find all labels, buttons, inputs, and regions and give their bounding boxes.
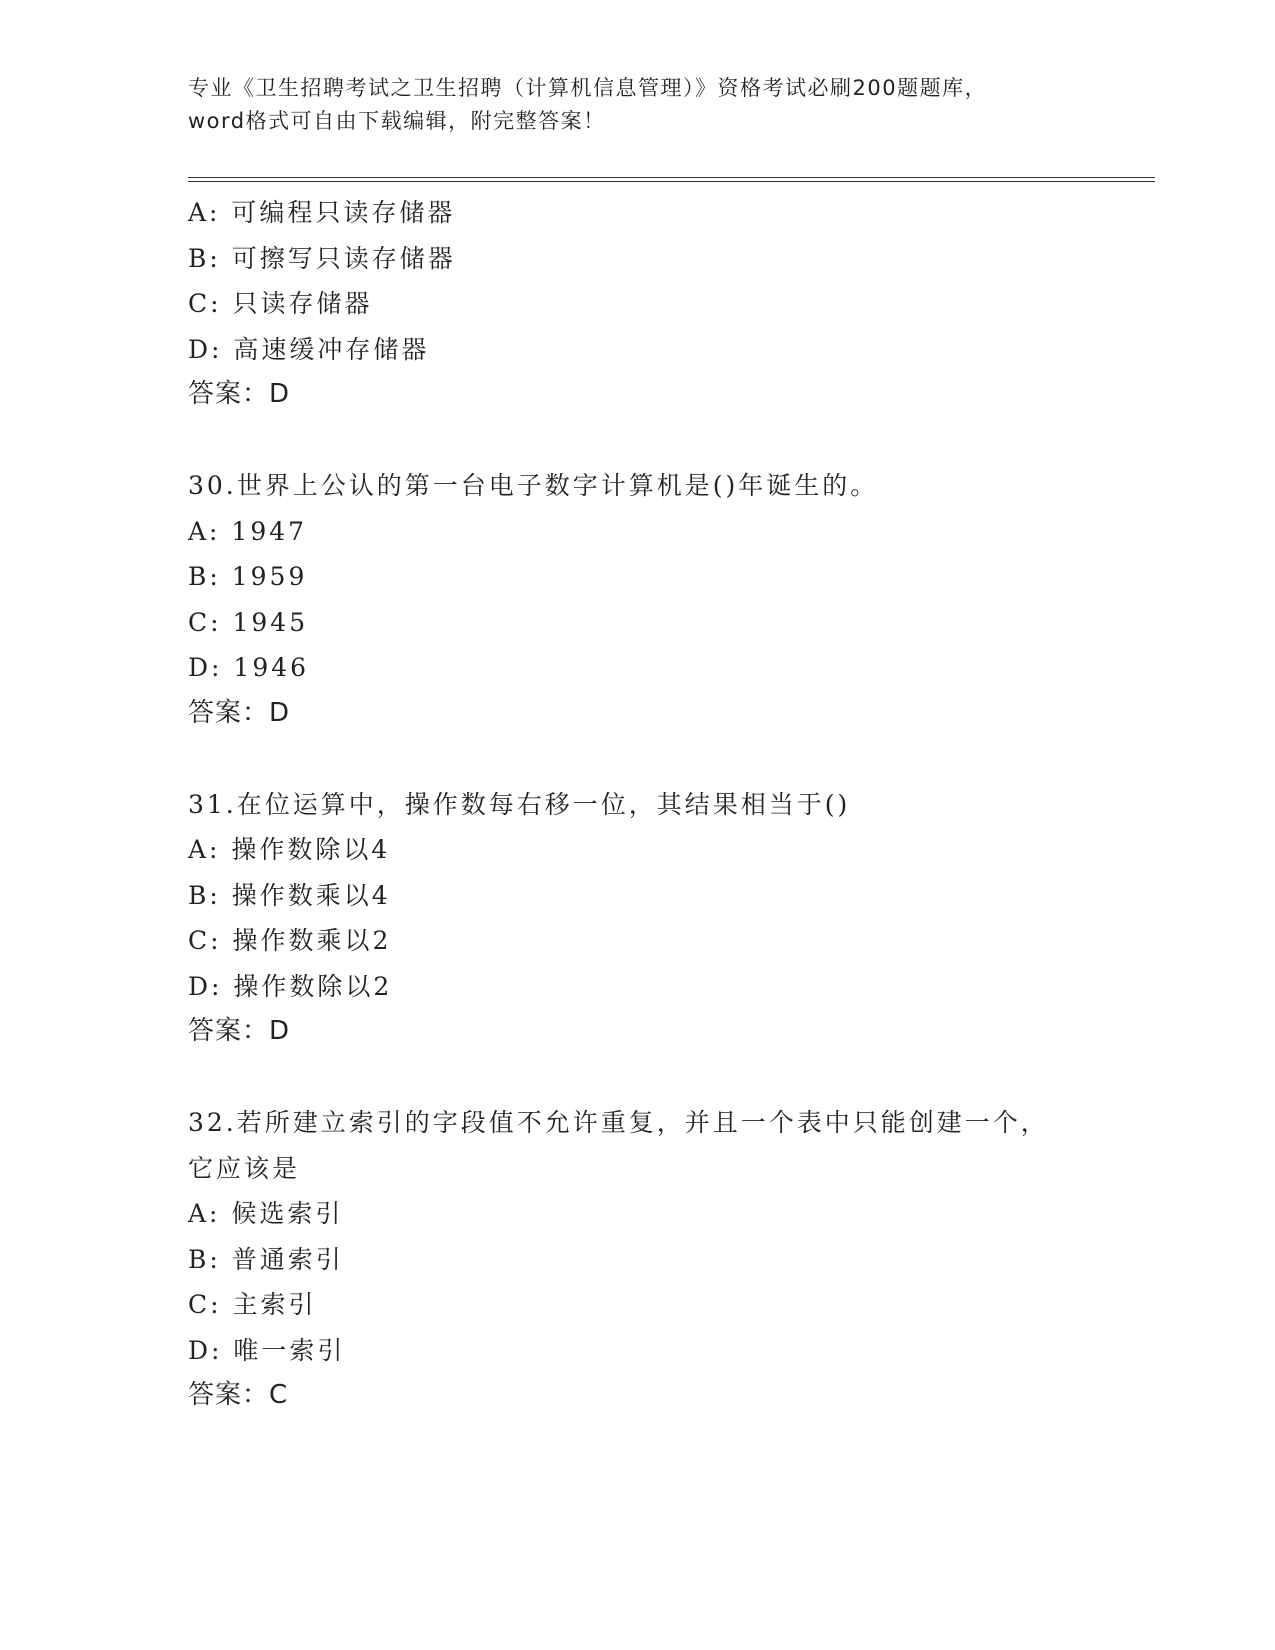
header-title-line-1: 专业《卫生招聘考试之卫生招聘（计算机信息管理）》资格考试必刷200题题库， (188, 76, 988, 100)
option-b: B: 可擦写只读存储器 (188, 243, 456, 273)
question-spacer (188, 736, 1088, 782)
header-title-line-2: word格式可自由下载编辑，附完整答案！ (188, 109, 606, 133)
option-b: B: 普通索引 (188, 1244, 344, 1274)
header-divider-top (188, 177, 1155, 178)
question-stem: 32.若所建立索引的字段值不允许重复，并且一个表中只能创建一个，它应该是 (188, 1108, 1049, 1183)
option-c: C: 主索引 (188, 1290, 317, 1319)
option-a: A: 1947 (188, 516, 308, 546)
option-c: C: 1945 (188, 607, 309, 637)
option-d: D: 1946 (188, 653, 310, 682)
option-d: D: 高速缓冲存储器 (188, 334, 430, 364)
question-stem: 30.世界上公认的第一台电子数字计算机是()年诞生的。 (188, 471, 879, 500)
option-d: D: 操作数除以2 (188, 971, 393, 1001)
option-a: A: 候选索引 (188, 1199, 344, 1228)
question-block-31 (188, 782, 1088, 1055)
question-stem: 31.在位运算中，操作数每右移一位，其结果相当于() (188, 789, 851, 819)
question-spacer (188, 418, 1088, 464)
option-c: C: 操作数乘以2 (188, 926, 392, 955)
answer-line: 答案：D (188, 1016, 291, 1046)
question-block-30 (188, 463, 1088, 736)
option-d: D: 唯一索引 (188, 1335, 346, 1365)
question-list (188, 190, 1088, 1419)
option-a: A: 操作数除以4 (188, 835, 391, 864)
header-divider-bottom (188, 181, 1155, 182)
option-a: A: 可编程只读存储器 (188, 198, 456, 227)
question-block-29 (188, 190, 1088, 418)
answer-line: 答案：D (188, 379, 291, 409)
question-block-32 (188, 1100, 1088, 1419)
option-c: C: 只读存储器 (188, 289, 373, 318)
answer-line: 答案：D (188, 697, 291, 728)
option-b: B: 操作数乘以4 (188, 880, 391, 910)
question-spacer (188, 1055, 1088, 1101)
answer-line: 答案：C (188, 1380, 289, 1410)
option-b: B: 1959 (188, 562, 308, 591)
document-header (188, 72, 1088, 138)
